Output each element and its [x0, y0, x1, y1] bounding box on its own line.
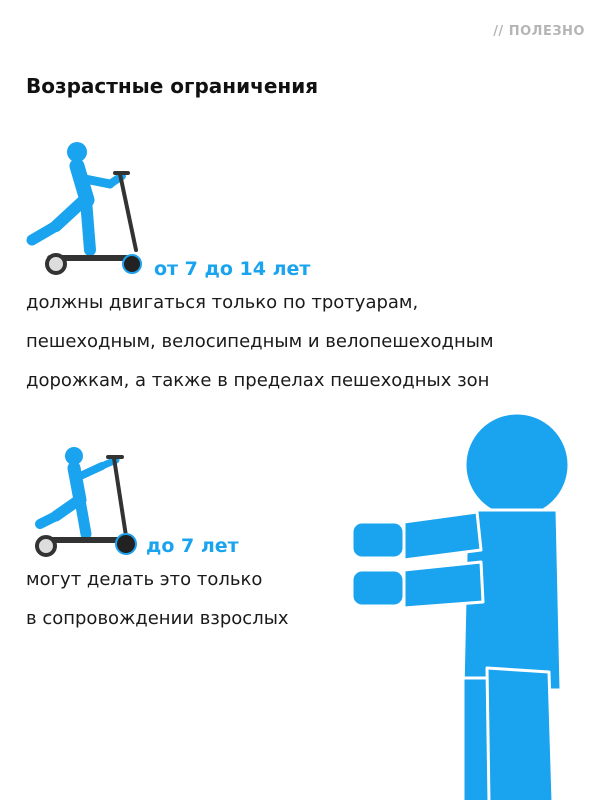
text-line: могут делать это только — [26, 569, 263, 590]
adult-figure-illustration — [349, 410, 609, 800]
rules-text-7-14 — [26, 283, 494, 400]
age-label-7-14: от 7 до 14 лет — [154, 258, 311, 280]
text-line: в сопровождении взрослых — [26, 608, 289, 629]
rules-text-under-7 — [26, 560, 289, 638]
text-line: должны двигаться только по тротуарам, — [26, 292, 419, 313]
age-label-under-7: до 7 лет — [146, 535, 239, 557]
text-line: дорожкам, а также в пределах пешеходных зон — [26, 370, 490, 391]
child-scooter-illustration-1 — [20, 138, 160, 278]
section-tag: // ПОЛЕЗНО — [493, 24, 585, 39]
child-scooter-illustration-2 — [30, 440, 140, 560]
page-title: Возрастные ограничения — [26, 74, 319, 98]
text-line: пешеходным, велосипедным и велопешеходным — [26, 331, 494, 352]
